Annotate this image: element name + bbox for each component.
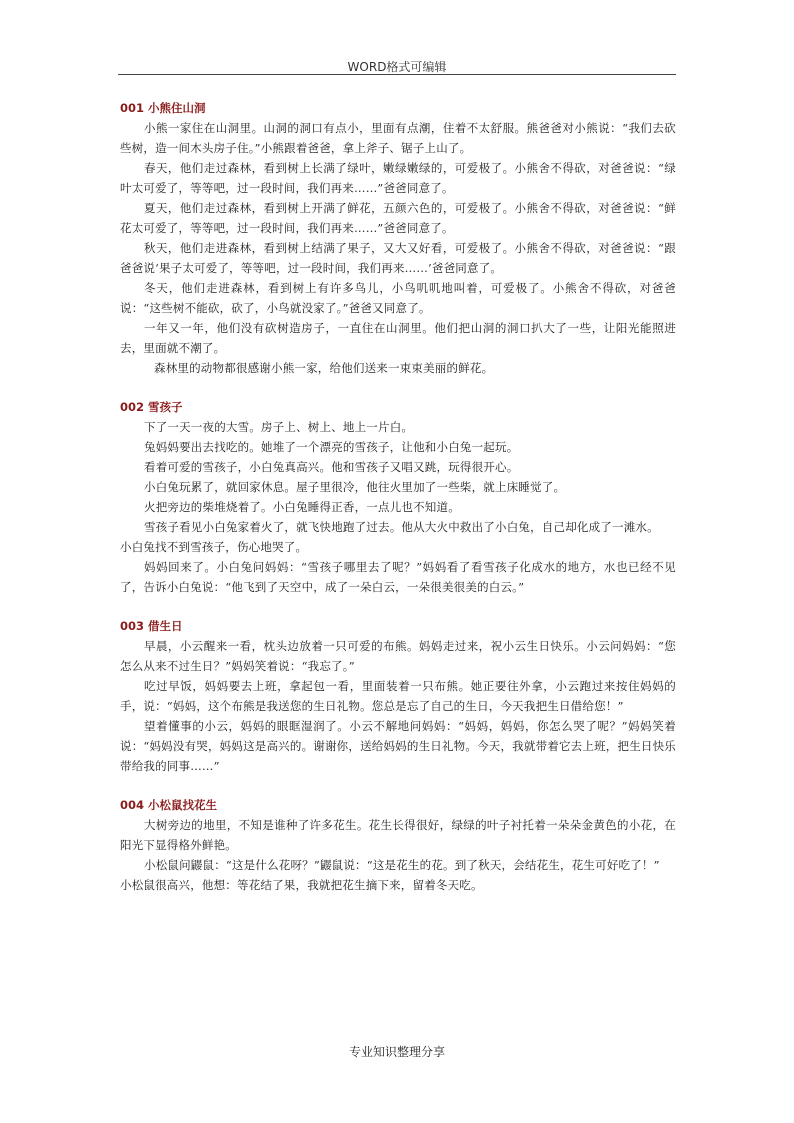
paragraph: 小白兔玩累了，就回家休息。屋子里很冷，他往火里加了一些柴，就上床睡觉了。 [144,480,566,494]
story-title: 001 小熊住山洞 [120,101,206,115]
paragraph: 小白兔找不到雪孩子，伤心地哭了。 [120,540,308,554]
page-header: WORD格式可编辑 [347,60,447,74]
paragraph: 秋天，他们走进森林，看到树上结满了果子，又大又好看，可爱极了。小熊舍不得砍，对爸爸说：“跟爸爸说‘果子太可爱了，等等吧，过一段时间，我们再来……’爸爸同意了。 [120,241,676,275]
paragraph: 夏天，他们走过森林，看到树上开满了鲜花，五颜六色的，可爱极了。小熊舍不得砍，对爸爸说：“鲜花太可爱了，等等吧，过一段时间，我们再来……”爸爸同意了。 [120,201,676,235]
paragraph: 小松鼠很高兴，他想：等花结了果，我就把花生摘下来，留着冬天吃。 [120,878,483,892]
paragraph: 兔妈妈要出去找吃的。她堆了一个漂亮的雪孩子，让他和小白兔一起玩。 [144,440,519,454]
paragraph: 看着可爱的雪孩子，小白兔真高兴。他和雪孩子又唱又跳，玩得很开心。 [144,460,519,474]
story-003 [120,616,676,776]
paragraph: 冬天，他们走进森林，看到树上有许多鸟儿，小鸟叽叽地叫着，可爱极了。小熊舍不得砍，对爸爸说：“这些树不能砍，砍了，小鸟就没家了。”爸爸又同意了。 [120,281,676,315]
paragraph: 早晨，小云醒来一看，枕头边放着一只可爱的布熊。妈妈走过来，祝小云生日快乐。小云问妈妈：“您怎么从来不过生日？”妈妈笑着说：“我忘了。” [120,639,676,673]
paragraph: 吃过早饭，妈妈要去上班，拿起包一看，里面装着一只布熊。她正要往外拿，小云跑过来按住妈妈的手，说：“妈妈，这个布熊是我送您的生日礼物。您总是忘了自己的生日，今天我把生日借给您！” [120,679,676,713]
page-footer: 专业知识整理分享 [348,1045,445,1059]
story-001 [120,98,676,378]
paragraph: 森林里的动物都很感谢小熊一家，给他们送来一束束美丽的鲜花。 [154,361,494,375]
story-title: 003 借生日 [120,619,183,633]
paragraph: 火把旁边的柴堆烧着了。小白兔睡得正香，一点儿也不知道。 [144,500,460,514]
paragraph: 妈妈回来了。小白兔问妈妈：“雪孩子哪里去了呢？”妈妈看了看雪孩子化成水的地方，水也已经不见了，告诉小白兔说：“他飞到了天空中，成了一朵白云，一朵很美很美的白云。” [120,560,676,594]
header-divider [118,74,676,75]
paragraph: 春天，他们走过森林，看到树上长满了绿叶，嫩绿嫩绿的，可爱极了。小熊舍不得砍，对爸爸说：“绿叶太可爱了，等等吧，过一段时间，我们再来……”爸爸同意了。 [120,161,676,195]
paragraph: 一年又一年，他们没有砍树造房子，一直住在山洞里。他们把山洞的洞口扒大了一些，让阳光能照进去，里面就不潮了。 [120,321,676,355]
story-002 [120,397,676,597]
paragraph: 小熊一家住在山洞里。山洞的洞口有点小，里面有点潮，住着不太舒服。熊爸爸对小熊说：“我们去砍些树，造一间木头房子住。”小熊跟着爸爸，拿上斧子、锯子上山了。 [120,121,676,155]
document-body [120,98,676,914]
story-004 [120,795,676,895]
paragraph: 下了一天一夜的大雪。房子上、树上、地上一片白。 [144,420,414,434]
paragraph: 望着懂事的小云，妈妈的眼眶湿润了。小云不解地问妈妈：“妈妈，妈妈，你怎么哭了呢？”妈妈笑着说：“妈妈没有哭，妈妈这是高兴的。谢谢你，送给妈妈的生日礼物。今天，我就带着它去上班，把生日快乐带给我的同事……” [120,719,676,773]
story-title: 002 雪孩子 [120,400,183,414]
story-title: 004 小松鼠找花生 [120,798,218,812]
paragraph: 大树旁边的地里，不知是谁种了许多花生。花生长得很好，绿绿的叶子衬托着一朵朵金黄色的小花，在阳光下显得格外鲜艳。 [120,818,676,852]
paragraph: 小松鼠问鼹鼠：“这是什么花呀？”鼹鼠说：“这是花生的花。到了秋天，会结花生，花生可好吃了！” [144,858,660,872]
paragraph: 雪孩子看见小白兔家着火了，就飞快地跑了过去。他从大火中救出了小白兔，自己却化成了一滩水。 [144,520,659,534]
